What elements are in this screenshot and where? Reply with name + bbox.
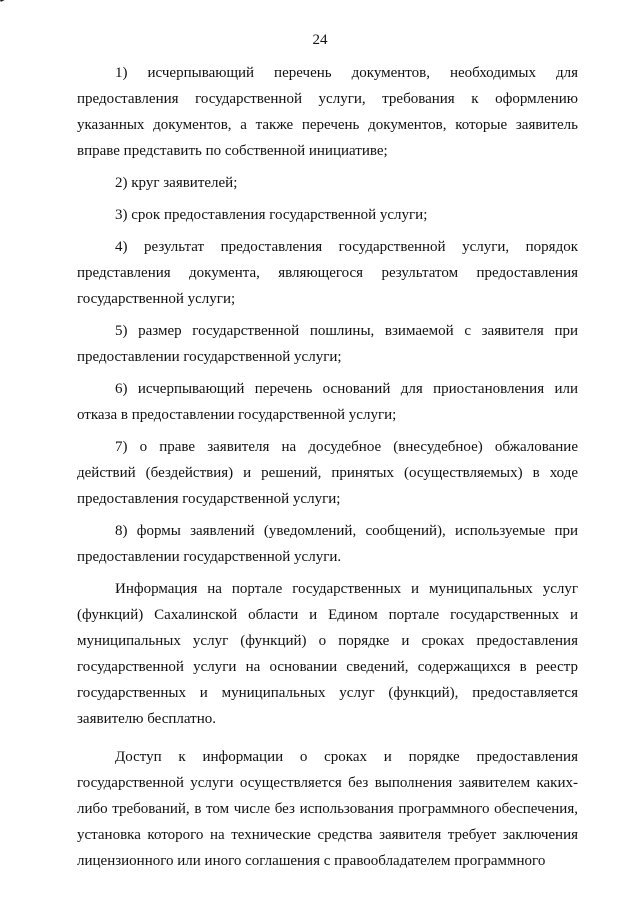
paragraph-8: 8) формы заявлений (уведомлений, сообщений), используемые при предоставлении государственной услуги.	[77, 523, 578, 565]
paragraph-info-portal: Информация на портале государственных и муниципальных услуг (функций) Сахалинской области и Едином портале государственных и муниципальных услуг (функций) о порядке и сроках предоставления государственной услуги на основании сведений, содержащихся в реестр государственных и муниципальных услуг (функций), предоставляется заявителю бесплатно.	[77, 581, 578, 727]
paragraph-4: 4) результат предоставления государственной услуги, порядок представления документа, являющегося результатом предоставления государственной услуги;	[77, 239, 578, 307]
paragraph-6: 6) исчерпывающий перечень оснований для приостановления или отказа в предоставлении государственной услуги;	[77, 381, 578, 423]
paragraph-7: 7) о праве заявителя на досудебное (внесудебное) обжалование действий (бездействия) и решений, принятых (осуществляемых) в ходе предоставления государственной услуги;	[77, 439, 578, 507]
scan-corner-mark	[0, 0, 11, 7]
paragraph-access: Доступ к информации о сроках и порядке предоставления государственной услуги осуществляется без выполнения заявителем каких-либо требований, в том числе без использования программного обеспечения, установка которого на технические средства заявителя требует заключения лицензионного или иного соглашения с правообладателем программного	[77, 749, 578, 869]
paragraph-1: 1) исчерпывающий перечень документов, необходимых для предоставления государственной услуги, требования к оформлению указанных документов, а также перечень документов, которые заявитель вправе представить по собственной инициативе;	[77, 65, 578, 159]
paragraph-5: 5) размер государственной пошлины, взимаемой с заявителя при предоставлении государственной услуги;	[77, 323, 578, 365]
document-body	[77, 60, 578, 874]
page-number: 24	[312, 32, 328, 48]
paragraph-2: 2) круг заявителей;	[115, 175, 238, 191]
paragraph-3: 3) срок предоставления государственной услуги;	[115, 207, 428, 223]
